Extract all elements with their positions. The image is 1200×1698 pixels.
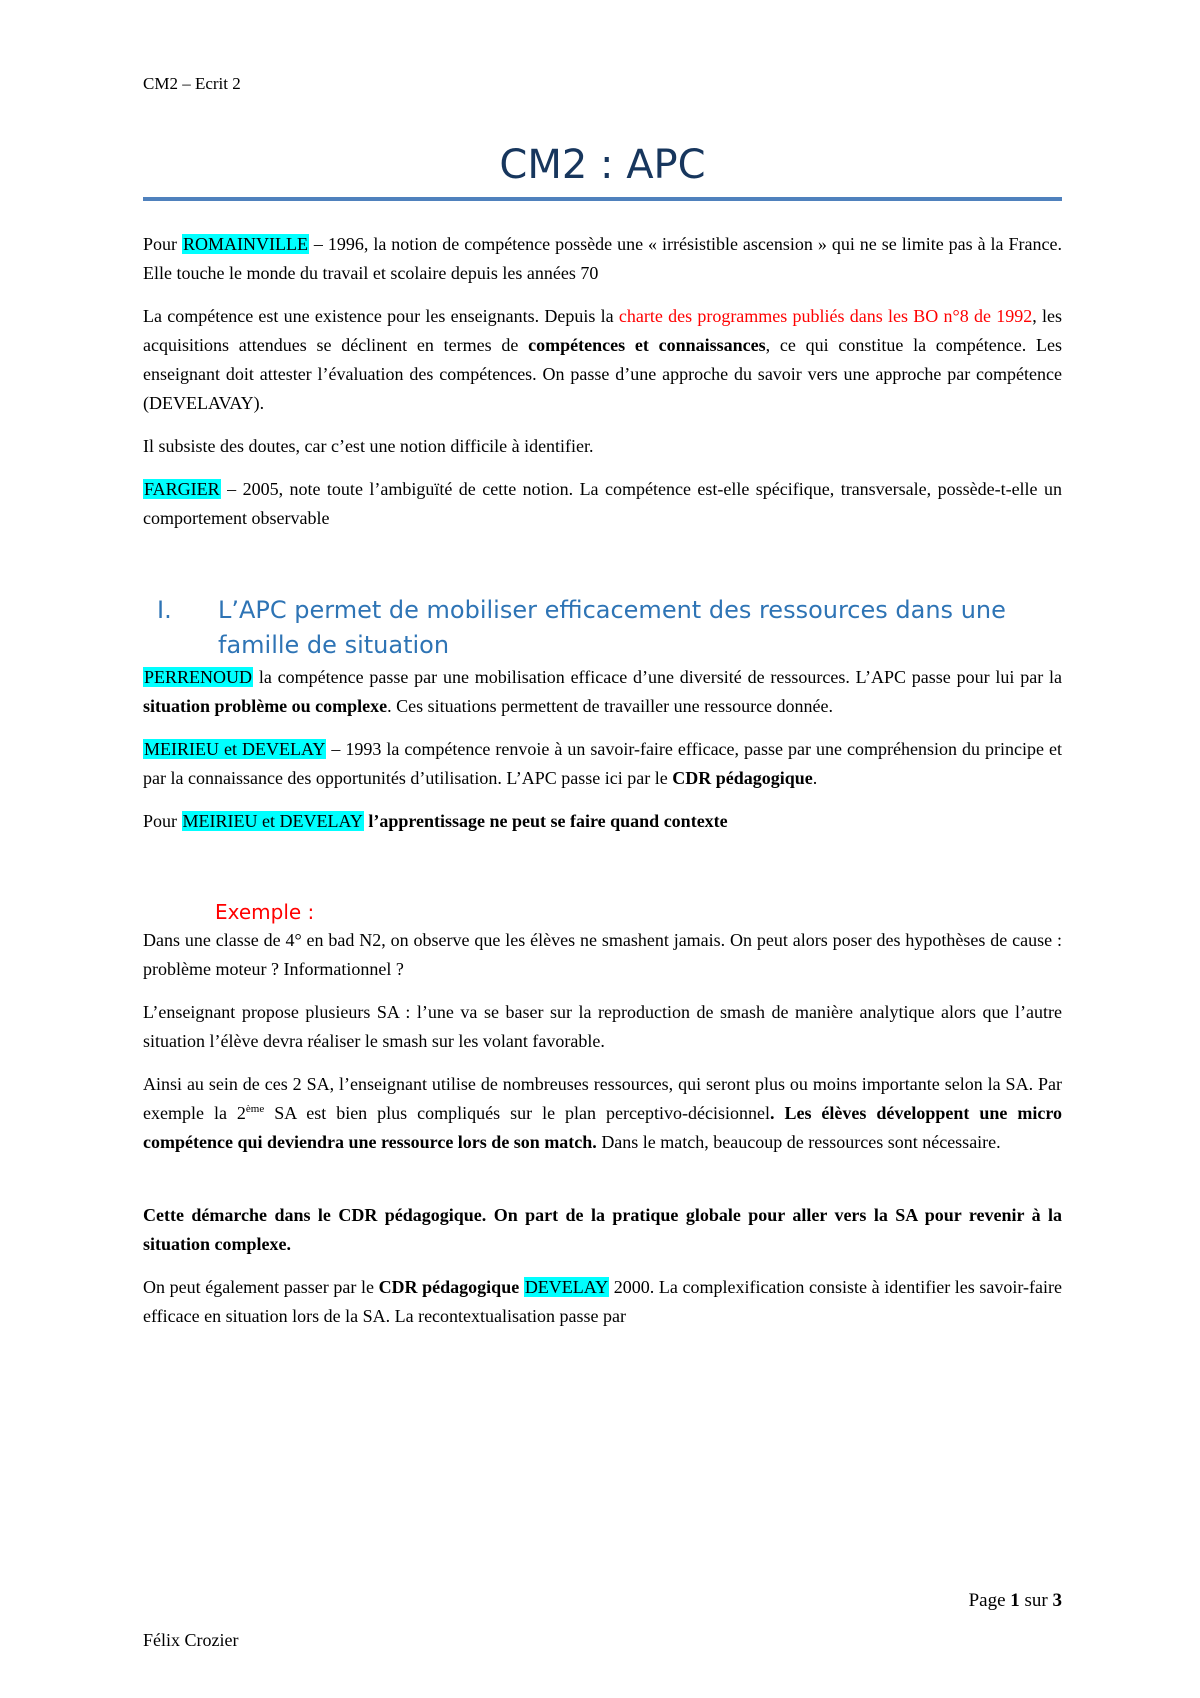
text-run: Ainsi au sein de ces 2 SA, l’enseignant utilise de nombreuses ressources, qui seront plus ou moins importante selon la SA. Par exemple la 2	[143, 1074, 1062, 1123]
bold-text: situation problème ou complexe	[143, 696, 388, 716]
bold-text: CDR pédagogique	[378, 1277, 520, 1297]
highlight-author: MEIRIEU et DEVELAY	[144, 739, 326, 759]
title-underline	[143, 197, 1062, 201]
paragraph-doutes: Il subsiste des doutes, car c’est une notion difficile à identifier.	[143, 436, 594, 456]
paragraph-classe: Dans une classe de 4° en bad N2, on observe que les élèves ne smashent jamais. On peut alors poser des hypothèses de cause : problème moteur ? Informationnel ?	[143, 930, 1062, 979]
highlight-author: ROMAINVILLE	[182, 234, 308, 254]
text-run: , ce qui constitue la compétence. Les enseignant doit attester l’évaluation des compétences. On passe d’une approche du savoir vers une approche par compétence (DEVELAVAY).	[143, 335, 1062, 413]
text-run: Pour	[143, 234, 182, 254]
section-title: L’APC permet de mobiliser efficacement des ressources dans une famille de situation	[218, 596, 1006, 659]
text-run: . Ces situations permettent de travailler une ressource donnée.	[387, 696, 834, 716]
text-run: , les acquisitions attendues se déclinent en termes de	[143, 306, 1062, 355]
page-header: CM2 – Ecrit 2	[143, 74, 241, 93]
text-run: Pour	[143, 811, 182, 831]
text-run: .	[812, 768, 818, 788]
page-number	[969, 1590, 1062, 1612]
text-run: – 2005, note toute l’ambiguïté de cette notion. La compétence est-elle spécifique, transversale, possède-t-elle un comportement observable	[143, 479, 1062, 528]
page-current: 1	[1010, 1590, 1020, 1611]
paragraph-demarche	[143, 1201, 1062, 1259]
text-run: – 1996, la notion de compétence possède une « irrésistible ascension » qui ne se limite pas à la France. Elle touche le monde du travail et scolaire depuis les années 70	[143, 234, 1062, 283]
text-run: La compétence est une existence pour les enseignants. Depuis la	[143, 306, 619, 326]
bold-text: . Les élèves développent une micro compétence qui deviendra une ressource lors de son match.	[143, 1103, 1062, 1152]
page-separator: sur	[1019, 1590, 1053, 1611]
page-total: 3	[1052, 1590, 1062, 1611]
superscript: ème	[245, 1103, 265, 1115]
bold-text: Cette démarche dans le CDR pédagogique. On part de la pratique globale pour aller vers la SA pour revenir à la situation complexe.	[143, 1205, 1062, 1254]
footer-author: Félix Crozier	[143, 1630, 239, 1650]
section-number: I.	[157, 596, 172, 624]
highlight-author: FARGIER	[144, 479, 220, 499]
text-run: la compétence passe par une mobilisation efficace d’une diversité de ressources. L’APC passe pour lui par la	[253, 667, 1062, 687]
bold-text: l’apprentissage ne peut se faire quand contexte	[363, 811, 728, 831]
paragraph-meirieu-develay	[143, 735, 1062, 793]
text-run: – 1993 la compétence renvoie à un savoir-faire efficace, passe par une compréhension du principe et par la connaissance des opportunités d’utilisation. L’APC passe ici par le	[143, 739, 1063, 788]
paragraph-fargier	[143, 475, 1062, 533]
paragraph-develay-2000	[143, 1273, 1062, 1331]
bold-text: CDR pédagogique	[672, 768, 813, 788]
text-run: 2000. La complexification consiste à identifier les savoir-faire efficace en situation lors de la SA. La recontextualisation passe par	[143, 1277, 1063, 1326]
paragraph-ressources	[143, 1070, 1062, 1157]
paragraph-enseignant: L’enseignant propose plusieurs SA : l’une va se baser sur la reproduction de smash de manière analytique alors que l’autre situation l’élève devra réaliser le smash sur les volant favorable.	[143, 1002, 1062, 1051]
highlight-author: MEIRIEU et DEVELAY	[182, 811, 363, 831]
text-run: SA est bien plus compliqués sur le plan perceptivo-décisionnel	[264, 1103, 770, 1123]
highlight-author: PERRENOUD	[144, 667, 253, 687]
red-text: charte des programmes publiés dans les BO n°8 de 1992	[618, 306, 1033, 326]
paragraph-competence	[143, 302, 1062, 418]
document-body	[143, 230, 1062, 1345]
text-run: On peut également passer par le	[143, 1277, 379, 1297]
paragraph-romainville	[143, 230, 1062, 288]
section-heading-1	[143, 593, 1062, 663]
paragraph-perrenoud	[143, 663, 1062, 721]
highlight-author: DEVELAY	[524, 1277, 609, 1297]
page-prefix: Page	[968, 1590, 1011, 1611]
bold-text: compétences et connaissances	[528, 335, 766, 355]
document-title: CM2 : APC	[499, 142, 706, 188]
text-run: Dans le match, beaucoup de ressources sont nécessaire.	[596, 1132, 1001, 1152]
example-label: Exemple :	[215, 900, 315, 924]
paragraph-apprentissage	[143, 807, 1062, 836]
